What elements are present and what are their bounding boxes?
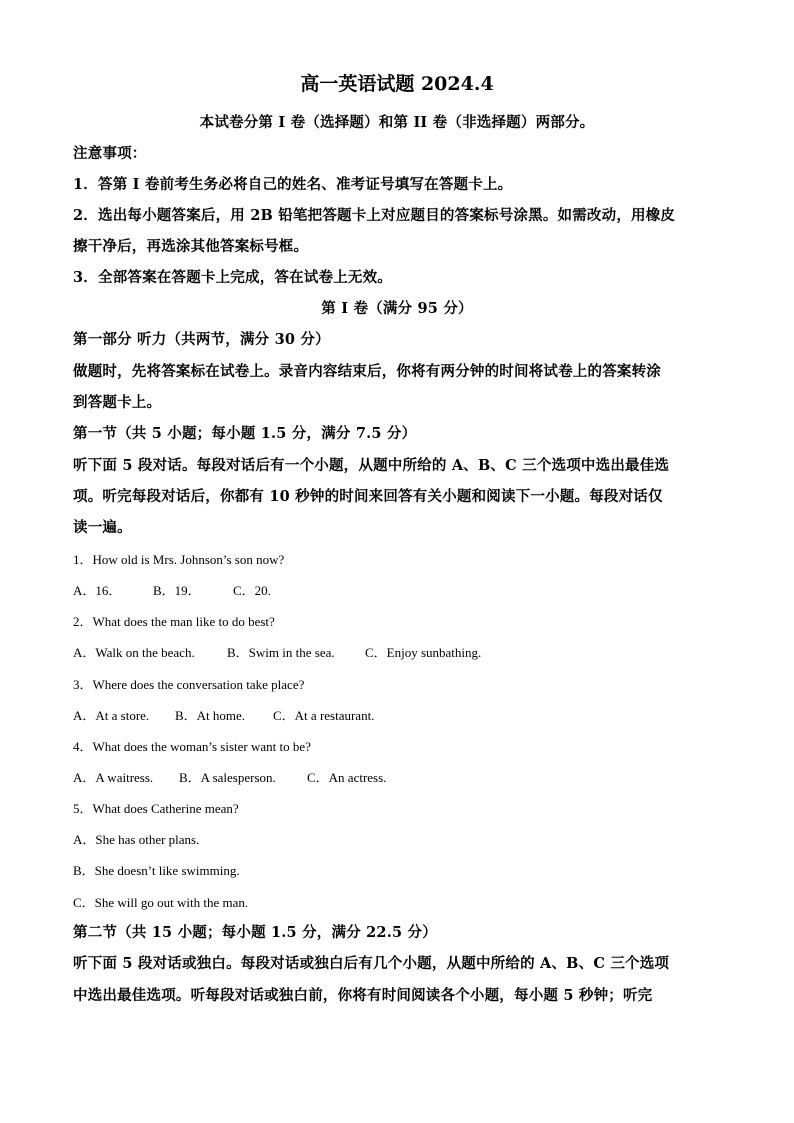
section-1-heading: 第一节（共 5 小题；每小题 1.5 分，满分 7.5 分）	[73, 425, 417, 442]
question-1-option-c: C．20.	[233, 583, 271, 598]
question-4-stem: 4．What does the woman’s sister want to be?	[73, 739, 311, 754]
exam-subtitle: 本试卷分第 I 卷（选择题）和第 II 卷（非选择题）两部分。	[199, 114, 595, 131]
section-1-instructions-line-2: 项。听完每段对话后，你都有 10 秒钟的时间来回答有关小题和阅读下一小题。每段对话仅	[73, 488, 663, 505]
question-2-option-c: C．Enjoy sunbathing.	[365, 645, 482, 660]
question-4-options	[73, 767, 386, 786]
question-3-options	[73, 705, 374, 724]
question-3-option-c: C．At a restaurant.	[273, 708, 375, 723]
question-2-stem: 2．What does the man like to do best?	[73, 614, 275, 629]
section-1-instructions-line-3: 读一遍。	[73, 519, 132, 536]
question-1-options	[73, 580, 271, 599]
part-1-instructions-line-1: 做题时，先将答案标在试卷上。录音内容结束后，你将有两分钟的时间将试卷上的答案转涂	[73, 363, 661, 380]
question-1-option-b: B．19．	[153, 583, 201, 598]
question-3-option-a: A．At a store.	[73, 708, 150, 723]
part-1-instructions-line-2: 到答题卡上。	[73, 394, 162, 411]
page-title: 高一英语试题 2024.4	[300, 73, 494, 95]
question-1-option-a: A．16．	[73, 583, 122, 598]
section-2-heading: 第二节（共 15 小题；每小题 1.5 分，满分 22.5 分）	[73, 924, 437, 941]
note-item-2-line-1: 2．选出每小题答案后，用 2B 铅笔把答题卡上对应题目的答案标号涂黑。如需改动，用橡皮	[73, 207, 676, 224]
section-2-instructions-line-2: 中选出最佳选项。听每段对话或独白前，你将有时间阅读各个小题，每小题 5 秒钟；听完	[73, 987, 653, 1004]
question-1-stem: 1．How old is Mrs. Johnson’s son now?	[73, 552, 285, 567]
notes-heading: 注意事项：	[73, 145, 147, 162]
question-2-option-b: B．Swim in the sea.	[227, 645, 335, 660]
question-5-option-c: C．She will go out with the man.	[73, 895, 249, 910]
question-2-options	[73, 642, 481, 661]
note-item-1: 1．答第 I 卷前考生务必将自己的姓名、准考证号填写在答题卡上。	[73, 176, 513, 193]
section-2-instructions-line-1: 听下面 5 段对话或独白。每段对话或独白后有几个小题，从题中所给的 A、B、C 三个选项	[73, 955, 670, 972]
volume-1-heading: 第 I 卷（满分 95 分）	[321, 300, 473, 317]
question-5-option-a: A．She has other plans.	[73, 832, 200, 847]
question-4-option-a: A．A waitress.	[73, 770, 154, 785]
question-5-option-b: B．She doesn’t like swimming.	[73, 863, 240, 878]
section-1-instructions-line-1: 听下面 5 段对话。每段对话后有一个小题，从题中所给的 A、B、C 三个选项中选出最佳选	[73, 457, 670, 474]
question-4-option-c: C．An actress.	[307, 770, 387, 785]
question-3-stem: 3．Where does the conversation take place?	[73, 677, 305, 692]
part-1-heading: 第一部分 听力（共两节，满分 30 分）	[73, 331, 330, 348]
note-item-2-line-2: 擦干净后，再选涂其他答案标号框。	[73, 238, 309, 255]
question-5-stem: 5．What does Catherine mean?	[73, 801, 239, 816]
question-2-option-a: A．Walk on the beach.	[73, 645, 195, 660]
question-4-option-b: B．A salesperson.	[179, 770, 276, 785]
note-item-3: 3．全部答案在答题卡上完成，答在试卷上无效。	[73, 269, 392, 286]
question-3-option-b: B．At home.	[175, 708, 246, 723]
